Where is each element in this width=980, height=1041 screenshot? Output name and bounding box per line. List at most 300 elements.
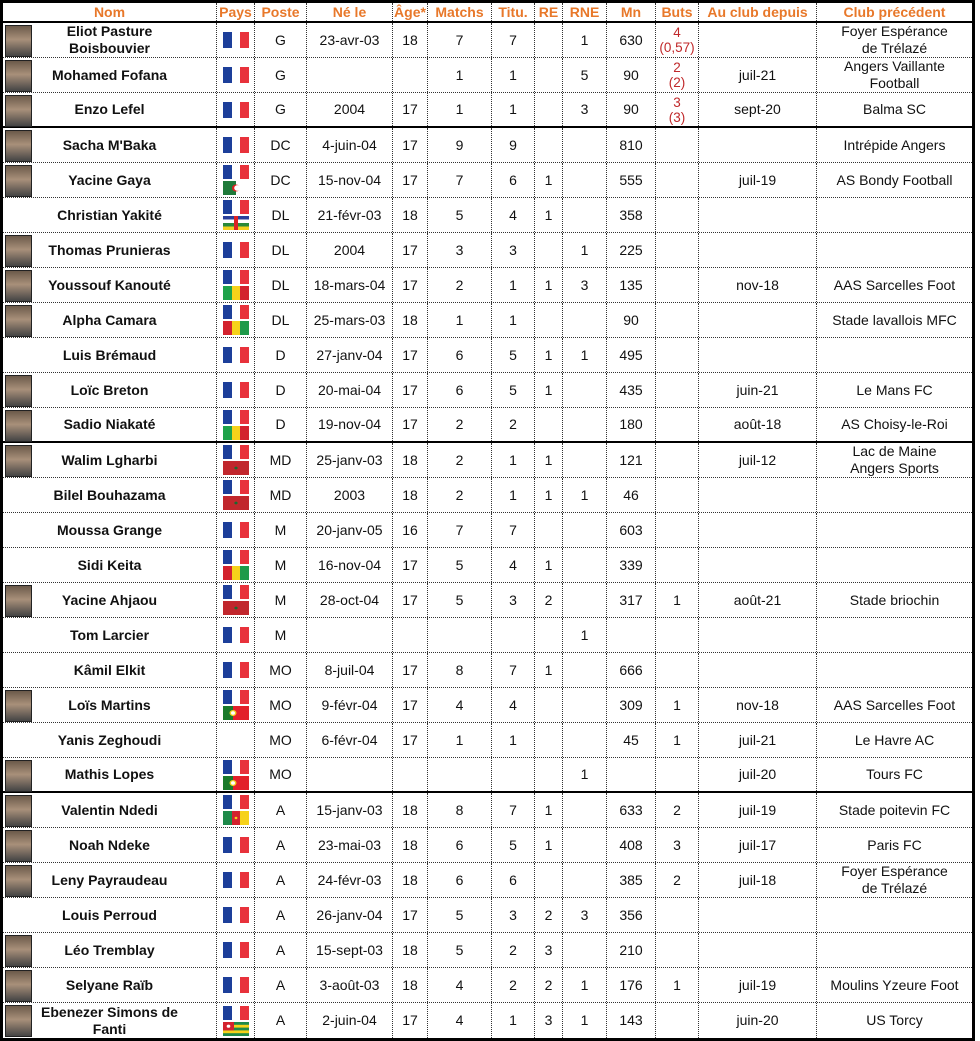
position-value: M xyxy=(274,591,287,608)
flag-france-icon xyxy=(223,872,249,888)
birthdate-value: 15-sept-03 xyxy=(316,941,383,958)
matches-value: 1 xyxy=(455,311,464,328)
age-value: 17 xyxy=(402,416,418,432)
rne-cell xyxy=(563,1003,607,1038)
minutes-cell xyxy=(607,163,656,197)
goals-value: 2 xyxy=(673,60,681,75)
player-photo xyxy=(5,130,32,162)
age-cell xyxy=(393,128,428,162)
previous-club-cell xyxy=(817,443,972,477)
joined-value: juil-12 xyxy=(738,451,777,468)
starts-cell xyxy=(492,163,535,197)
name-cell xyxy=(3,758,217,791)
age-cell xyxy=(393,1003,428,1038)
position-cell xyxy=(255,1003,307,1038)
player-photo xyxy=(5,795,32,827)
minutes-value: 385 xyxy=(619,871,643,888)
matches-cell xyxy=(428,443,492,477)
name-cell xyxy=(3,513,217,547)
player-name: Thomas Prunieras xyxy=(48,241,171,258)
flag-france-icon xyxy=(223,795,249,809)
player-photo xyxy=(5,585,32,617)
starts-cell xyxy=(492,968,535,1002)
player-photo xyxy=(5,690,32,722)
player-photo xyxy=(5,165,32,197)
name-cell xyxy=(3,618,217,652)
position-value: MO xyxy=(269,731,292,748)
country-cell xyxy=(217,618,255,652)
rne-cell xyxy=(563,373,607,407)
starts-value: 6 xyxy=(509,171,517,188)
starts-cell xyxy=(492,1003,535,1038)
position-cell xyxy=(255,758,307,791)
age-cell xyxy=(393,898,428,932)
previous-club-value: Moulins Yzeure Foot xyxy=(830,976,959,993)
column-header[interactable]: Club précédent xyxy=(843,3,946,20)
matches-cell xyxy=(428,233,492,267)
player-name: Loïs Martins xyxy=(68,696,151,713)
matches-cell xyxy=(428,933,492,967)
starts-cell xyxy=(492,898,535,932)
table-row xyxy=(3,933,972,968)
player-name: Yacine Ahjaou xyxy=(61,591,158,608)
age-value: 18 xyxy=(402,836,418,853)
player-name: Louis Perroud xyxy=(62,906,157,923)
birthdate-cell xyxy=(307,58,393,92)
player-name: Eliot Pasture Boisbouvier xyxy=(66,23,153,56)
minutes-cell xyxy=(607,758,656,791)
previous-club-cell xyxy=(817,968,972,1002)
name-cell xyxy=(3,478,217,512)
minutes-value: 555 xyxy=(619,171,643,188)
position-value: G xyxy=(275,31,286,48)
name-cell xyxy=(3,303,217,337)
minutes-value: 630 xyxy=(619,31,643,48)
age-value: 18 xyxy=(402,941,418,958)
starts-cell xyxy=(492,58,535,92)
age-value: 18 xyxy=(402,486,418,503)
age-value: 17 xyxy=(402,381,418,398)
previous-club-value: Tours FC xyxy=(866,766,923,782)
previous-club-cell xyxy=(817,338,972,372)
starts-value: 1 xyxy=(509,451,517,468)
column-header[interactable]: Au club depuis xyxy=(699,3,817,21)
position-value: DL xyxy=(271,276,290,293)
position-cell xyxy=(255,23,307,57)
rne-value: 1 xyxy=(580,31,589,48)
matches-cell xyxy=(428,793,492,827)
minutes-value: 633 xyxy=(619,801,643,818)
minutes-value: 90 xyxy=(623,66,639,83)
rne-cell xyxy=(563,233,607,267)
table-row xyxy=(3,688,972,723)
name-cell xyxy=(3,128,217,162)
name-cell xyxy=(3,1003,217,1038)
matches-value: 2 xyxy=(455,451,464,468)
goals-cell xyxy=(656,723,699,757)
player-photo xyxy=(5,60,32,92)
column-header[interactable]: Nom xyxy=(3,3,217,21)
age-cell xyxy=(393,933,428,967)
goals-cell xyxy=(656,303,699,337)
country-cell xyxy=(217,898,255,932)
starts-value: 1 xyxy=(509,1012,517,1028)
age-cell xyxy=(393,443,428,477)
country-cell xyxy=(217,653,255,687)
birthdate-cell xyxy=(307,828,393,862)
position-cell xyxy=(255,233,307,267)
previous-club-value: AS Bondy Football xyxy=(836,171,953,188)
previous-club-value: Stade briochin xyxy=(849,591,940,608)
starts-value: 2 xyxy=(509,976,517,993)
name-cell xyxy=(3,163,217,197)
goals-value: 2 xyxy=(673,801,681,818)
position-value: M xyxy=(274,556,287,573)
previous-club-value: AS Choisy-le-Roi xyxy=(841,416,948,432)
minutes-value: 408 xyxy=(619,836,643,853)
starts-cell xyxy=(492,548,535,582)
matches-value: 6 xyxy=(455,381,464,398)
age-value: 18 xyxy=(402,311,418,328)
position-cell xyxy=(255,618,307,652)
player-name: Mohamed Fofana xyxy=(51,66,168,83)
country-cell xyxy=(217,163,255,197)
age-value: 17 xyxy=(402,276,418,293)
joined-value: août-18 xyxy=(733,416,782,432)
name-cell xyxy=(3,233,217,267)
flag-guinea-icon xyxy=(223,566,249,580)
re-value: 1 xyxy=(544,486,553,503)
joined-value: août-21 xyxy=(733,591,782,608)
goals-cell xyxy=(656,443,699,477)
rne-cell xyxy=(563,863,607,897)
player-photo xyxy=(5,865,32,897)
position-value: M xyxy=(274,626,287,643)
table-row xyxy=(3,233,972,268)
minutes-cell xyxy=(607,233,656,267)
re-cell xyxy=(535,653,563,687)
joined-cell xyxy=(699,828,817,862)
matches-cell xyxy=(428,23,492,57)
birthdate-value: 27-janv-04 xyxy=(316,346,383,363)
joined-cell xyxy=(699,58,817,92)
flag-france-icon xyxy=(223,662,249,678)
joined-cell xyxy=(699,968,817,1002)
starts-value: 3 xyxy=(509,906,517,923)
birthdate-cell xyxy=(307,583,393,617)
birthdate-value: 24-févr-03 xyxy=(317,871,382,888)
age-value: 17 xyxy=(402,346,418,363)
starts-value: 9 xyxy=(509,136,517,153)
player-photo xyxy=(5,410,32,442)
column-header[interactable]: Né le xyxy=(307,3,393,21)
joined-value: nov-18 xyxy=(736,276,779,293)
re-cell xyxy=(535,758,563,791)
table-row xyxy=(3,863,972,898)
minutes-value: 143 xyxy=(619,1012,643,1028)
flag-france-icon xyxy=(223,522,249,538)
matches-cell xyxy=(428,373,492,407)
name-cell xyxy=(3,968,217,1002)
joined-value: juil-18 xyxy=(738,871,777,888)
re-value: 3 xyxy=(544,941,553,958)
age-cell xyxy=(393,23,428,57)
age-cell xyxy=(393,478,428,512)
player-name: Sadio Niakaté xyxy=(63,416,156,432)
re-cell xyxy=(535,373,563,407)
rne-cell xyxy=(563,93,607,126)
previous-club-cell xyxy=(817,128,972,162)
age-cell xyxy=(393,863,428,897)
previous-club-value: Le Mans FC xyxy=(856,381,933,398)
flag-portugal-icon xyxy=(223,776,249,790)
birthdate-cell xyxy=(307,408,393,441)
position-cell xyxy=(255,653,307,687)
starts-value: 1 xyxy=(509,276,517,293)
matches-cell xyxy=(428,1003,492,1038)
joined-cell xyxy=(699,268,817,302)
birthdate-cell xyxy=(307,793,393,827)
re-value: 1 xyxy=(544,451,553,468)
starts-cell xyxy=(492,758,535,791)
column-header[interactable]: Pays xyxy=(217,3,255,21)
joined-cell xyxy=(699,338,817,372)
table-row xyxy=(3,758,972,793)
re-value: 1 xyxy=(544,801,553,818)
name-cell xyxy=(3,863,217,897)
starts-value: 4 xyxy=(509,556,517,573)
joined-cell xyxy=(699,408,817,441)
position-cell xyxy=(255,198,307,232)
flag-france-icon xyxy=(223,102,249,118)
birthdate-cell xyxy=(307,163,393,197)
flag-france-icon xyxy=(223,242,249,258)
goals-cell xyxy=(656,338,699,372)
position-value: DL xyxy=(271,241,290,258)
starts-cell xyxy=(492,618,535,652)
table-row xyxy=(3,128,972,163)
joined-cell xyxy=(699,898,817,932)
flag-france-icon xyxy=(223,67,249,83)
starts-value: 1 xyxy=(509,101,517,117)
matches-cell xyxy=(428,303,492,337)
previous-club-cell xyxy=(817,863,972,897)
country-cell xyxy=(217,968,255,1002)
minutes-value: 339 xyxy=(619,556,643,573)
joined-cell xyxy=(699,863,817,897)
matches-cell xyxy=(428,478,492,512)
age-cell xyxy=(393,93,428,126)
birthdate-cell xyxy=(307,198,393,232)
goals-cell xyxy=(656,758,699,791)
goals-cell xyxy=(656,583,699,617)
re-cell xyxy=(535,198,563,232)
player-photo xyxy=(5,445,32,477)
table-row xyxy=(3,968,972,1003)
player-name: Yacine Gaya xyxy=(68,171,151,188)
goals-cell xyxy=(656,548,699,582)
flag-france-icon xyxy=(223,347,249,363)
goals-value: 4 xyxy=(673,25,681,40)
column-header[interactable]: RE xyxy=(535,3,563,21)
table-row xyxy=(3,443,972,478)
name-cell xyxy=(3,583,217,617)
birthdate-value: 20-mai-04 xyxy=(317,381,382,398)
rne-value: 1 xyxy=(580,626,589,643)
flag-france-icon xyxy=(223,550,249,564)
position-cell xyxy=(255,968,307,1002)
birthdate-value: 18-mars-04 xyxy=(313,276,386,293)
matches-cell xyxy=(428,863,492,897)
rne-value: 5 xyxy=(580,66,589,83)
birthdate-value: 15-nov-04 xyxy=(317,171,382,188)
player-name: Walim Lgharbi xyxy=(61,451,158,468)
column-header[interactable]: Mn xyxy=(607,3,656,21)
position-value: D xyxy=(275,381,286,398)
rne-cell xyxy=(563,548,607,582)
matches-cell xyxy=(428,618,492,652)
starts-value: 5 xyxy=(509,346,517,363)
joined-cell xyxy=(699,793,817,827)
joined-cell xyxy=(699,653,817,687)
birthdate-cell xyxy=(307,338,393,372)
birthdate-cell xyxy=(307,618,393,652)
table-row xyxy=(3,268,972,303)
rne-cell xyxy=(563,478,607,512)
header-row xyxy=(3,3,972,23)
column-header[interactable]: Poste xyxy=(255,3,307,21)
re-cell xyxy=(535,933,563,967)
rne-cell xyxy=(563,583,607,617)
birthdate-value: 28-oct-04 xyxy=(319,591,380,608)
rne-cell xyxy=(563,23,607,57)
table-row xyxy=(3,1003,972,1038)
position-value: MD xyxy=(269,486,292,503)
matches-value: 5 xyxy=(455,556,464,573)
re-cell xyxy=(535,93,563,126)
joined-cell xyxy=(699,233,817,267)
re-cell xyxy=(535,513,563,547)
birthdate-value: 23-mai-03 xyxy=(317,836,382,853)
flag-france-icon xyxy=(223,165,249,179)
minutes-value: 356 xyxy=(619,906,643,923)
re-cell xyxy=(535,58,563,92)
re-cell xyxy=(535,828,563,862)
column-header[interactable]: Matchs xyxy=(428,3,492,21)
starts-value: 7 xyxy=(509,521,517,538)
player-name: Youssouf Kanouté xyxy=(48,276,171,293)
re-cell xyxy=(535,268,563,302)
birthdate-value: 20-janv-05 xyxy=(316,521,383,538)
previous-club-cell xyxy=(817,513,972,547)
goals-cell xyxy=(656,23,699,57)
player-photo xyxy=(5,305,32,337)
rne-cell xyxy=(563,968,607,1002)
previous-club-value: Paris FC xyxy=(867,836,922,853)
age-value: 18 xyxy=(402,801,418,818)
position-cell xyxy=(255,933,307,967)
goals-value: 3 xyxy=(673,836,681,853)
matches-cell xyxy=(428,268,492,302)
matches-value: 6 xyxy=(455,871,464,888)
rne-cell xyxy=(563,303,607,337)
birthdate-value: 2004 xyxy=(333,101,366,117)
flag-france-icon xyxy=(223,382,249,398)
previous-club-cell xyxy=(817,58,972,92)
joined-cell xyxy=(699,618,817,652)
minutes-value: 121 xyxy=(619,451,643,468)
position-cell xyxy=(255,583,307,617)
goals-cell xyxy=(656,1003,699,1038)
column-header[interactable]: Titu. xyxy=(492,3,535,21)
name-cell xyxy=(3,408,217,441)
rne-value: 1 xyxy=(580,976,589,993)
previous-club-cell xyxy=(817,1003,972,1038)
re-cell xyxy=(535,793,563,827)
matches-cell xyxy=(428,583,492,617)
column-header[interactable]: Buts xyxy=(656,3,699,21)
re-cell xyxy=(535,23,563,57)
table-row xyxy=(3,618,972,653)
country-cell xyxy=(217,268,255,302)
goals-cell xyxy=(656,618,699,652)
table-row xyxy=(3,828,972,863)
starts-cell xyxy=(492,198,535,232)
flag-togo-icon xyxy=(223,1022,249,1036)
rne-cell xyxy=(563,653,607,687)
matches-cell xyxy=(428,128,492,162)
previous-club-value: Foyer Espérance de Trélazé xyxy=(841,23,948,56)
previous-club-value: Angers Vaillante Football xyxy=(844,58,945,91)
starts-cell xyxy=(492,408,535,441)
player-photo xyxy=(5,760,32,792)
re-cell xyxy=(535,898,563,932)
country-cell xyxy=(217,863,255,897)
player-name: Moussa Grange xyxy=(56,521,163,538)
column-header[interactable]: Âge* xyxy=(393,3,428,21)
age-cell xyxy=(393,968,428,1002)
matches-value: 3 xyxy=(455,241,464,258)
position-cell xyxy=(255,443,307,477)
birthdate-cell xyxy=(307,443,393,477)
previous-club-cell xyxy=(817,373,972,407)
flag-cameroon-icon xyxy=(223,811,249,825)
matches-value: 1 xyxy=(455,101,464,117)
goals-cell xyxy=(656,828,699,862)
column-header[interactable]: RNE xyxy=(563,3,607,21)
matches-cell xyxy=(428,758,492,791)
minutes-cell xyxy=(607,93,656,126)
joined-value: juil-17 xyxy=(738,836,777,853)
flag-france-icon xyxy=(223,760,249,774)
minutes-value: 810 xyxy=(619,136,643,153)
starts-value: 7 xyxy=(509,661,517,678)
player-photo xyxy=(5,970,32,1002)
joined-cell xyxy=(699,583,817,617)
minutes-cell xyxy=(607,828,656,862)
joined-cell xyxy=(699,1003,817,1038)
position-value: DL xyxy=(271,311,290,328)
matches-value: 8 xyxy=(455,661,464,678)
country-cell xyxy=(217,443,255,477)
starts-value: 3 xyxy=(509,241,517,258)
rne-cell xyxy=(563,338,607,372)
age-value: 18 xyxy=(402,206,418,223)
name-cell xyxy=(3,723,217,757)
position-cell xyxy=(255,828,307,862)
minutes-cell xyxy=(607,723,656,757)
birthdate-value: 9-févr-04 xyxy=(321,696,378,713)
